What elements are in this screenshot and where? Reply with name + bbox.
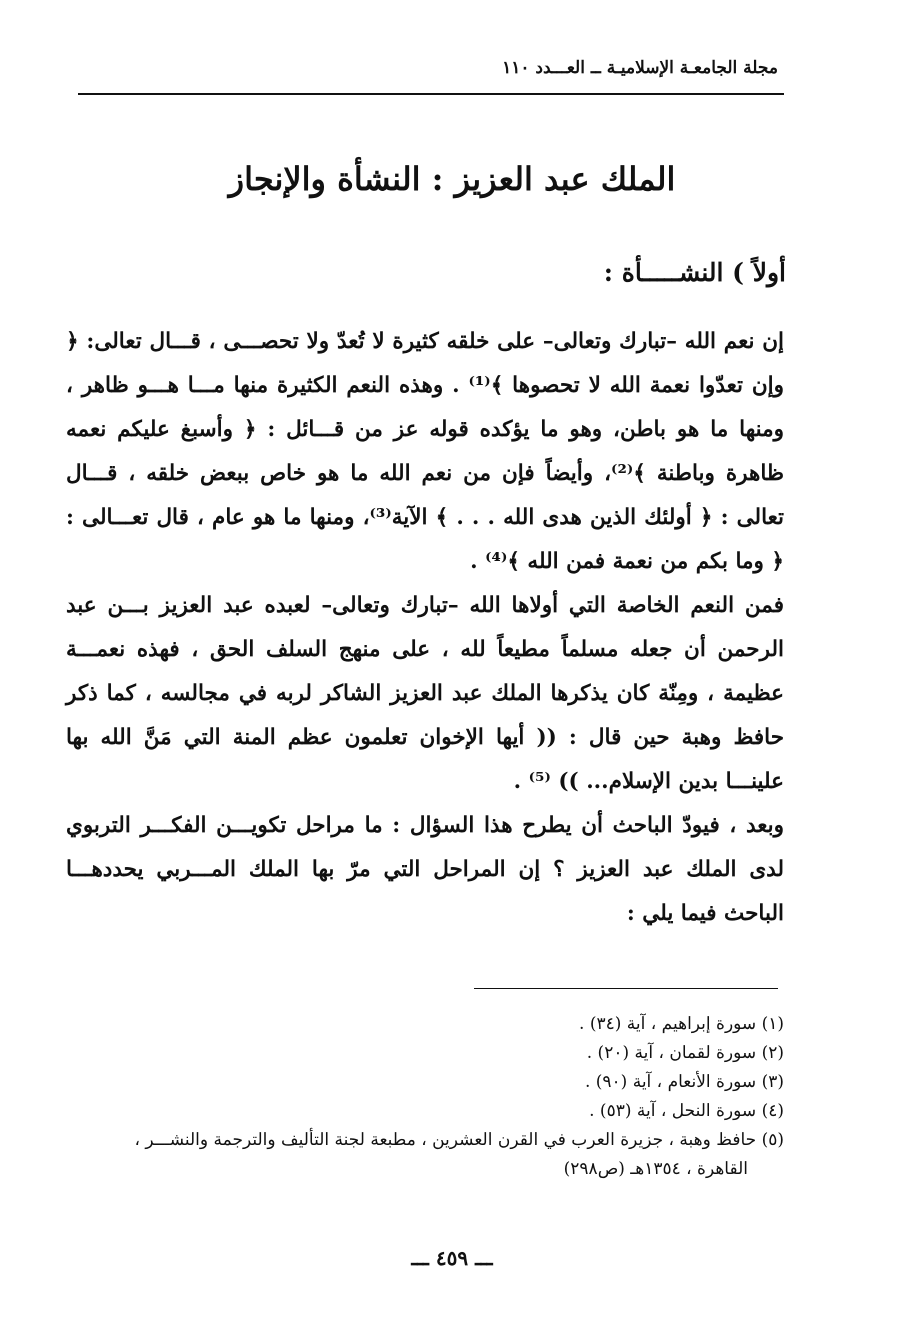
body-text — [66, 320, 784, 936]
footnotes — [82, 1010, 784, 1184]
paragraph-3: وبعد ، فيودّ الباحث أن يطرح هذا السؤال : ما مراحل تكويـــن الفكـــر التربوي لدى الملك عبد العزيز ؟ إن المراحل التي مرّ بها الملك المـــربي يحددهـــا الباحث فيما يلي : — [66, 813, 784, 926]
footnote-5-continuation: القاهرة ، ١٣٥٤هـ (ص٢٩٨) — [563, 1159, 748, 1179]
footnote-4: (٤) سورة النحل ، آية (٥٣) . — [589, 1101, 784, 1121]
header-rule — [78, 93, 784, 95]
journal-header: مجلة الجامعـة الإسلاميـة ــ العـــدد ١١٠ — [502, 58, 778, 78]
page-number: ـــ ٤٥٩ ـــ — [411, 1246, 493, 1270]
footnote-3: (٣) سورة الأنعام ، آية (٩٠) . — [584, 1072, 784, 1092]
paragraph-1: إن نعم الله –تبارك وتعالى– على خلقه كثيرة لا تُعدّ ولا تحصـــى ، قـــال تعالى: ﴿ وإن تعدّوا نعمة الله لا تحصوها ﴾⁽¹⁾ . وهذه النعم الكثيرة منها مـــا هـــو ظاهر ، ومنها ما هو باطن، وهو ما يؤكده قوله عز من قـــائل : ﴿ وأسبغ عليكم نعمه ظاهرة وباطنة ﴾⁽²⁾، وأيضاً فإن من نعم الله ما هو خاص ببعض خلقه ، قـــال تعالى : ﴿ أولئك الذين هدى الله . . . ﴾ الآية⁽³⁾، ومنها ما هو عام ، قال تعـــالى : ﴿ وما بكم من نعمة فمن الله ﴾⁽⁴⁾ . — [66, 329, 785, 574]
section-heading: أولاً ) النشـــــأة : — [603, 258, 786, 287]
footnote-5: (٥) حافظ وهبة ، جزيرة العرب في القرن العشرين ، مطبعة لجنة التأليف والترجمة والنشـــر ، — [134, 1130, 784, 1150]
footnote-rule — [474, 988, 778, 989]
footnote-1: (١) سورة إبراهيم ، آية (٣٤) . — [579, 1014, 784, 1034]
paragraph-2: فمن النعم الخاصة التي أولاها الله –تبارك وتعالى– لعبده عبد العزيز بـــن عبد الرحمن أن جعله مسلماً مطيعاً لله ، على منهج السلف الحق ، فهذه نعمـــة عظيمة ، ومِنّة كان يذكرها الملك عبد العزيز الشاكر لربه في مجالسه ، كما ذكر حافظ وهبة حين قال : (( أيها الإخوان تعلمون عظم المنة التي مَنَّ الله بها علينـــا بدين الإسلام... )) ⁽⁵⁾ . — [66, 593, 784, 794]
footnote-2: (٢) سورة لقمان ، آية (٢٠) . — [586, 1043, 784, 1063]
page-title: الملك عبد العزيز : النشأة والإنجاز — [228, 160, 676, 198]
